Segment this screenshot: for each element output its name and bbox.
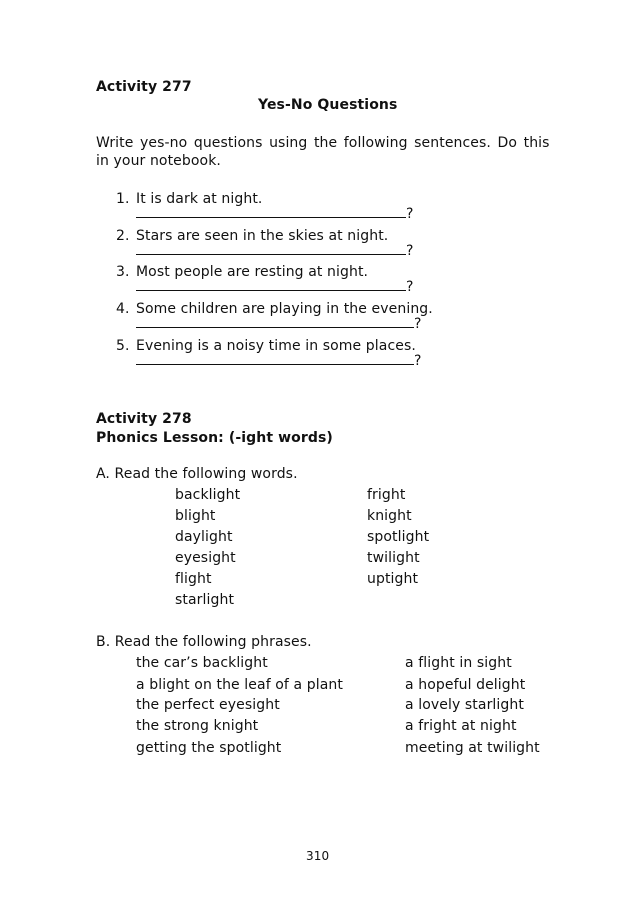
word-item: blight <box>175 508 216 524</box>
phrase-item: the car’s backlight <box>136 655 268 671</box>
word-item: backlight <box>175 487 241 503</box>
item-number: 5. <box>116 338 130 354</box>
item-number: 3. <box>116 264 130 280</box>
item-sentence: It is dark at night. <box>136 191 263 207</box>
phrase-item: a fright at night <box>405 718 517 734</box>
phrase-item: a lovely starlight <box>405 697 524 713</box>
phrase-item: meeting at twilight <box>405 740 540 756</box>
item-sentence: Most people are resting at night. <box>136 264 369 280</box>
part-b-label: B. Read the following phrases. <box>96 634 312 650</box>
phrase-item: a blight on the leaf of a plant <box>136 677 343 693</box>
activity-277-heading: Activity 277 <box>96 79 192 95</box>
item-number: 1. <box>116 191 130 207</box>
word-item: uptight <box>367 571 419 587</box>
phrase-item: a flight in sight <box>405 655 512 671</box>
answer-blank[interactable]: ? <box>136 316 422 332</box>
word-item: flight <box>175 571 212 587</box>
word-item: twilight <box>367 550 420 566</box>
part-a-label: A. Read the following words. <box>96 466 298 482</box>
answer-blank[interactable]: ? <box>136 243 414 259</box>
phrase-item: the perfect eyesight <box>136 697 280 713</box>
word-item: spotlight <box>367 529 430 545</box>
word-item: knight <box>367 508 412 524</box>
item-number: 2. <box>116 228 130 244</box>
activity-277-title: Yes-No Questions <box>258 97 398 113</box>
item-sentence: Evening is a noisy time in some places. <box>136 338 416 354</box>
answer-blank[interactable]: ? <box>136 353 422 369</box>
item-sentence: Some children are playing in the evening. <box>136 301 433 317</box>
phrase-item: the strong knight <box>136 718 259 734</box>
word-item: starlight <box>175 592 235 608</box>
answer-blank[interactable]: ? <box>136 279 414 295</box>
word-item: eyesight <box>175 550 236 566</box>
phrase-item: getting the spotlight <box>136 740 282 756</box>
instruction-line-1: Write yes-no questions using the following sentences. Do this <box>96 135 550 151</box>
item-sentence: Stars are seen in the skies at night. <box>136 228 389 244</box>
page-number: 310 <box>306 849 330 863</box>
word-item: daylight <box>175 529 233 545</box>
answer-blank[interactable]: ? <box>136 206 414 222</box>
activity-278-subheading: Phonics Lesson: (-ight words) <box>96 430 333 446</box>
word-item: fright <box>367 487 406 503</box>
item-number: 4. <box>116 301 130 317</box>
activity-278-heading: Activity 278 <box>96 411 192 427</box>
instruction-line-2: in your notebook. <box>96 153 221 169</box>
phrase-item: a hopeful delight <box>405 677 526 693</box>
